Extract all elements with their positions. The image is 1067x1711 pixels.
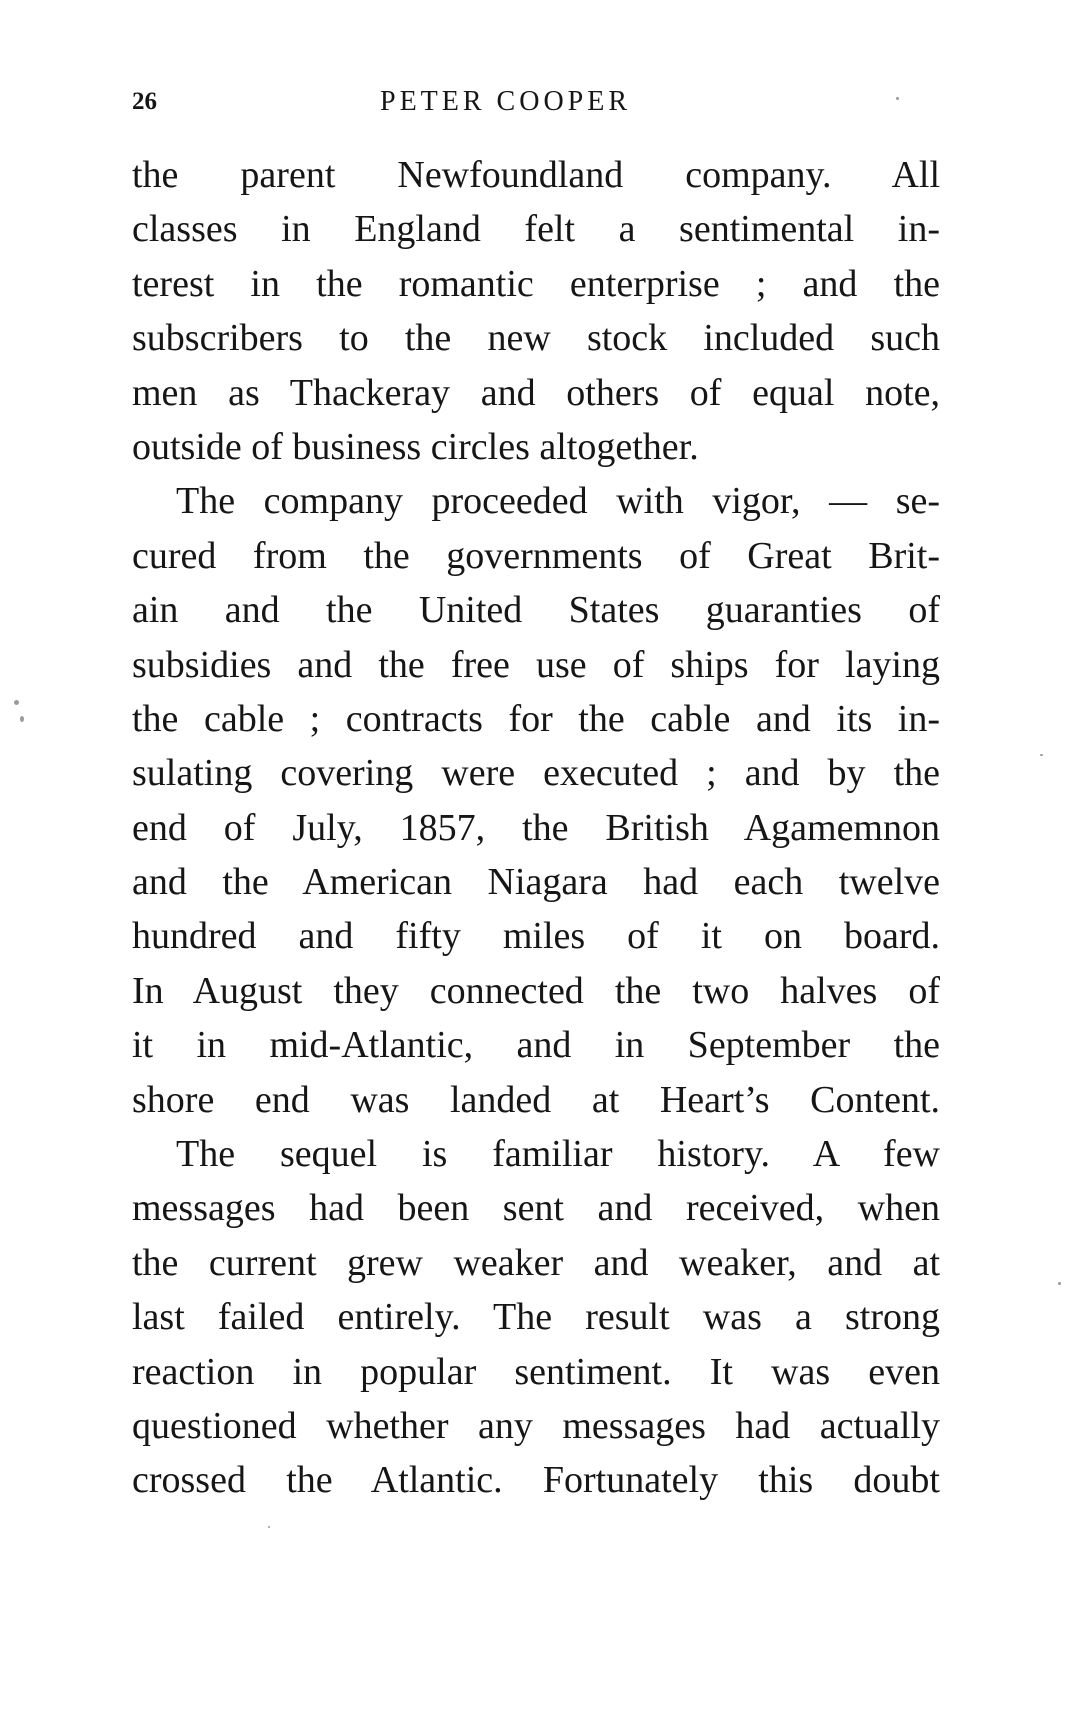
text-line: In August they connected the two halves of — [132, 969, 940, 1012]
text-line: subsidies and the free use of ships for laying — [132, 643, 940, 686]
text-line: messages had been sent and received, when — [132, 1187, 940, 1230]
text-line: classes in England felt a sentimental in- — [132, 208, 940, 251]
scan-speck — [268, 1526, 270, 1528]
scan-speck — [1058, 1282, 1061, 1285]
text-line: men as Thackeray and others of equal note, — [132, 371, 940, 414]
text-line: sulating covering were executed ; and by the — [132, 752, 940, 795]
page-number: 26 — [132, 88, 157, 115]
text-line: crossed the Atlantic. Fortunately this doubt — [132, 1459, 940, 1502]
text-line: The company proceeded with vigor, — se- — [176, 480, 940, 523]
text-line: cured from the governments of Great Brit- — [132, 534, 940, 577]
text-line: The sequel is familiar history. A few — [176, 1133, 940, 1176]
text-line: subscribers to the new stock included such — [132, 317, 940, 360]
text-line: ain and the United States guaranties of — [132, 589, 940, 632]
body-text — [132, 148, 940, 1508]
text-line: hundred and fifty miles of it on board. — [132, 915, 940, 958]
text-line: the cable ; contracts for the cable and its in- — [132, 697, 940, 740]
scan-speck — [896, 97, 899, 100]
page-header — [132, 82, 957, 122]
text-line: terest in the romantic enterprise ; and the — [132, 262, 940, 305]
text-line: and the American Niagara had each twelve — [132, 861, 940, 904]
text-line: reaction in popular sentiment. It was even — [132, 1350, 940, 1393]
running-head: PETER COOPER — [380, 86, 632, 117]
text-line: the parent Newfoundland company. All — [132, 154, 940, 196]
text-line: it in mid-Atlantic, and in September the — [132, 1024, 940, 1067]
text-line: last failed entirely. The result was a strong — [132, 1296, 940, 1339]
text-line: the current grew weaker and weaker, and at — [132, 1241, 940, 1284]
text-line: shore end was landed at Heart’s Content. — [132, 1078, 940, 1121]
text-line: questioned whether any messages had actually — [132, 1404, 940, 1447]
text-line: end of July, 1857, the British Agamemnon — [132, 806, 940, 849]
scan-speck — [1040, 754, 1043, 756]
scan-speck — [14, 700, 19, 705]
text-line: outside of business circles altogether. — [132, 425, 699, 468]
scan-speck — [20, 716, 24, 722]
